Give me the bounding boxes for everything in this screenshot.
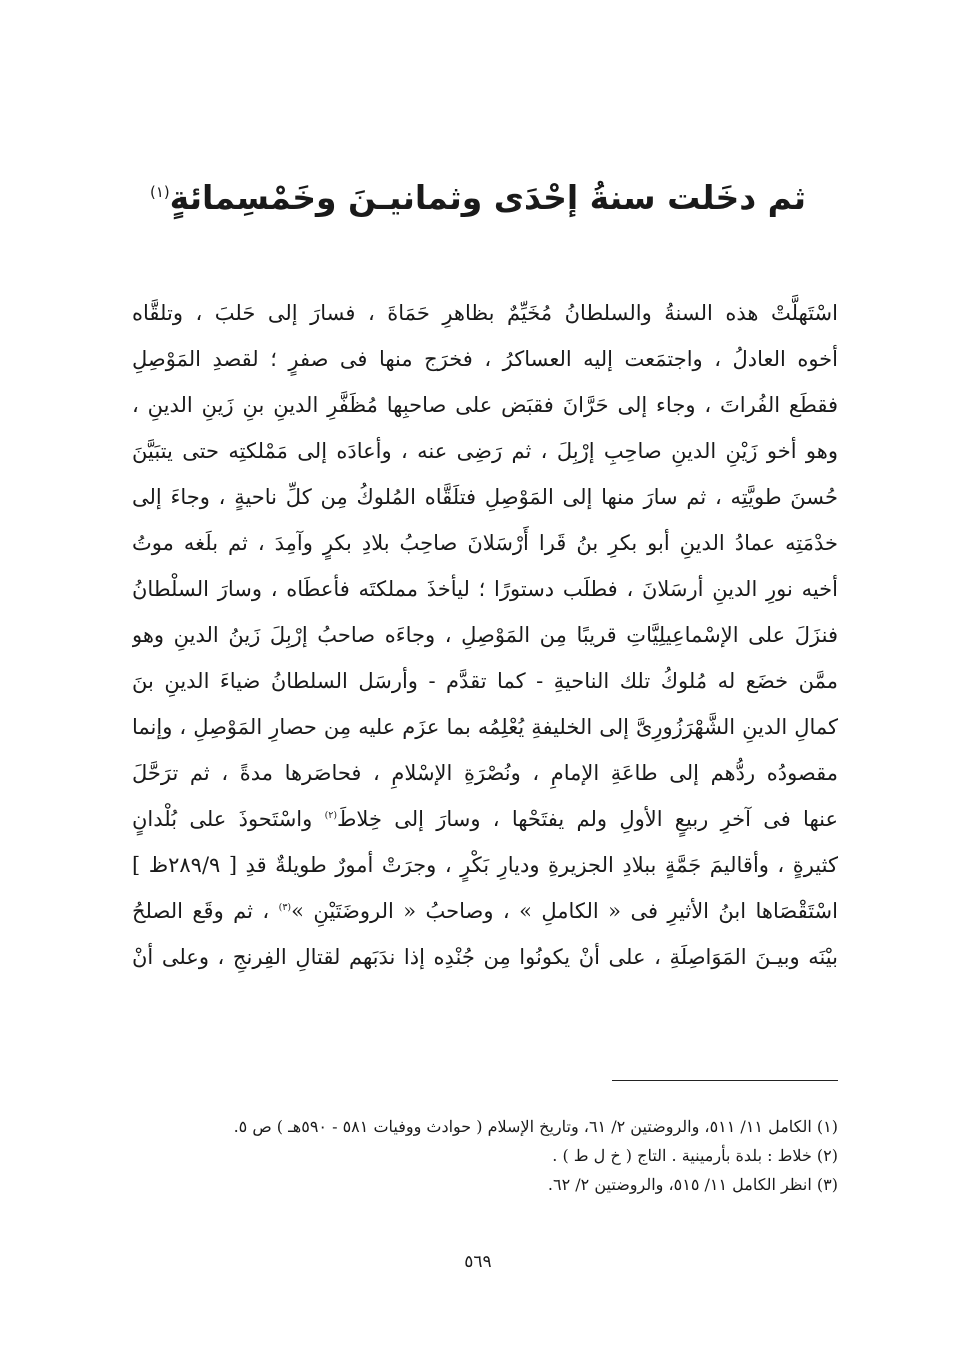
text-line-7: أخيه نورِ الدينِ أرسَلانَ ، فطلَب دستورًا ؛ ليأخذَ مملكتَه فأعطَاه ، وسارَ السلْطانُ [132,577,838,601]
text-line-14-tail: ، ثم وقَع الصلحُ [132,899,270,923]
heading-footnote-ref: (١) [150,183,170,202]
text-line-5: حُسنَ طويَّتِه ، ثم سارَ منها إلى المَوْصِلِ فتلَقَّاه المُلوكُ مِن كلِّ ناحيةٍ ، وجاءَ إلى [132,485,838,509]
main-text [132,290,838,980]
footnote-3: (٣) انظر الكامل ١١/ ٥١٥، والروضتين ٢/ ٦٢. [547,1175,838,1194]
text-line-2: أخوه العادلُ ، واجتمَعت إليه العساكرُ ، فخرَج منها فى صفرٍ ؛ لقصدِ المَوْصِلِ [132,347,838,371]
text-line-13-main: كثيرةٍ ، وأقاليمَ جَمَّةٍ ببلادِ الجزيرةِ وديارِ بَكْرٍ ، وجرَتْ أمورٌ طويلةٌ قدِ [245,853,838,877]
text-line-3: فقطَع الفُراتَ ، وجاء إلى حَرَّانَ فقبَض على صاحبِها مُظَفَّرِ الدينِ بنِ زَينِ الدينِ ، [132,393,838,417]
text-line-9: ممَّن خضَع له مُلوكُ تلك الناحيةِ - كما تقدَّم - وأرسَل السلطانُ ضياءَ الدينِ بنَ [132,669,838,693]
text-line-12-main: عنها فى آخرِ ربيعٍ الأولِ ولم يفتَحْها ، وسارَ إلى خِلاطَ [337,807,838,831]
heading-text: ثم دخَلت سنةُ إحْدَى وثمانيـنَ وخَمْسِمائةٍ [169,178,806,218]
text-line-4: وهو أخو زَيْنِ الدينِ صاحِبِ إرْبِلَ ، ثم رَضِى عنه ، وأعادَه إلى مَمْلكتِه حتى يتبَيَّنَ [132,439,838,463]
text-line-13 [132,842,838,888]
text-line-14 [132,888,838,934]
text-line-12 [132,796,838,842]
footnote-1: (١) الكامل ١١/ ٥١١، والروضتين ٢/ ٦١، وتاريخ الإسلام ( حوادث ووفيات ٥٨١ - ٥٩٠هـ ) ص ٥. [233,1117,838,1136]
footnote-ref-3: (٣) [278,902,292,913]
footnote-divider [612,1080,838,1081]
text-line-15: بيْنَه وبيـنَ المَوَاصِلَةِ ، على أنْ يكونُوا مِن جُنْدِه إذا ندَبَهم لقتالِ الفِرنجِ ، وعلى أنْ [132,945,838,969]
footnote-ref-2: (٢) [324,810,338,821]
page-number: ٥٦٩ [464,1252,492,1272]
text-line-12-tail: واسْتَحوذَ على بُلْدانٍ [132,807,313,831]
footnote-2: (٢) خلاط : بلدة بأرمينية . التاج ( خ ل ط ) . [552,1146,838,1165]
text-line-8: فنزَلَ على الإسْماعِيلِيَّاتِ قريبًا مِن المَوْصِلِ ، وجاءَه صاحبُ إرْبِلَ زَينُ الدينِ وهو [132,623,838,647]
manuscript-folio-marker: [ ٢٨٩/٩ظ ] [132,853,238,877]
text-line-10: كمالِ الدينِ الشَّهْرَزُورِىَّ إلى الخليفةِ يُعْلِمُه بما عزَم عليه مِن حصارِ المَوْصِلِ ، وإنما [132,715,838,739]
text-line-6: خدْمَتِه عمادُ الدينِ أبو بكرِ بنُ قَرا أَرْسَلانَ صاحِبُ بلادِ بكرٍ وآمِدَ ، ثم بلَغه موتُ [132,531,838,555]
chapter-heading [120,170,836,226]
text-line-1: اسْتَهلَّتْ هذه السنةُ والسلطانُ مُخَيِّمٌ بظاهرِ حَمَاةَ ، فسارَ إلى حَلبَ ، وتلقَّاه [132,301,838,325]
footnotes [132,1112,838,1199]
text-line-11: مقصودُه ردُّهم إلى طاعَةِ الإمامِ ، ونُصْرَةِ الإسْلامِ ، فحاصَرها مدةً ، ثم ترَحَّلَ [132,761,838,785]
text-line-14-main: اسْتَقْصَاها ابنُ الأثيرِ فى « الكاملِ » ، وصاحبُ « الروضَتَيْنِ » [291,899,838,923]
